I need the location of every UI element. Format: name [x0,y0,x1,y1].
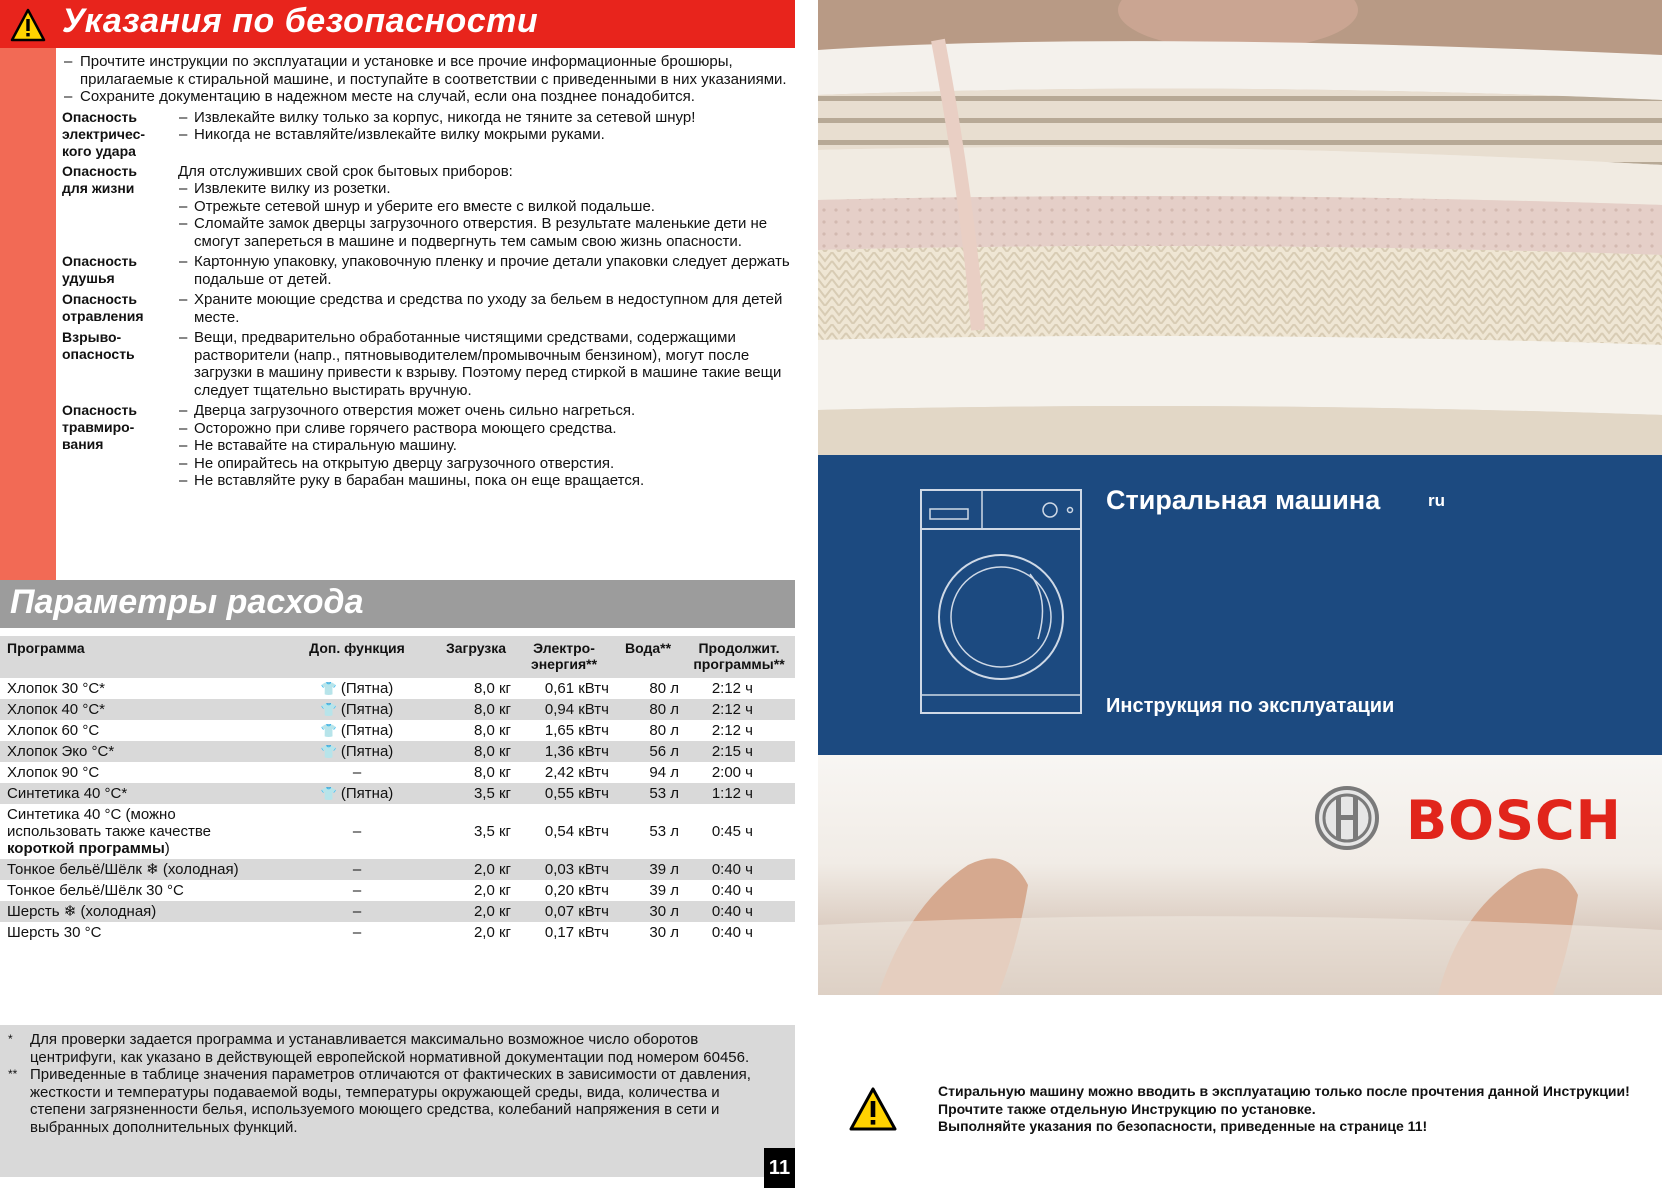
hazard-block [62,329,792,399]
table-header-row [0,636,795,678]
hazard-line [178,109,792,127]
table-row [0,922,795,943]
cell-energy: 0,55 кВтч [515,783,613,804]
program-name: Тонкое бельё/Шёлк 30 °C [7,882,184,899]
hazard-line-text: Храните моющие средства и средства по уходу за бельем в недоступном для детей месте. [194,291,783,326]
program-name: Шерсть 30 °C [7,924,102,941]
dash-bullet: – [179,472,188,489]
hazard-line-text: Сломайте замок дверцы загрузочного отверстия. В результате маленькие дети не смогут запереться в машине и подвергнуть тем самым свою жизнь опасности. [194,215,768,250]
safety-header [0,0,795,48]
cell-function [277,699,437,720]
cell-duration: 2:15 ч [683,741,795,762]
cell-duration: 0:40 ч [683,859,795,880]
dash-bullet: – [179,437,188,454]
cell-energy: 1,65 кВтч [544,722,609,739]
footnote-mark: ** [8,1067,18,1081]
bosch-armature-icon [1314,785,1380,851]
cell-duration: 0:45 ч [711,823,753,840]
dash-bullet: – [179,215,188,232]
dash-bullet: – [179,197,188,215]
cell-load: 8,0 кг [473,722,511,739]
warning-triangle-icon [848,1086,898,1132]
hazard-line-text: Осторожно при сливе горячего раствора моющего средства. [194,419,617,437]
notice-line: Прочтите также отдельную Инструкцию по установке. [938,1100,1316,1117]
hazard-block [62,291,792,326]
hazard-line [178,253,792,288]
cell-load: 8,0 кг [473,764,511,781]
safety-side-stripe [0,48,56,580]
hazard-line-text: Извлекайте вилку только за корпус, никогда не тяните за сетевой шнур! [194,108,696,126]
program-name: Синтетика 40 °C (можно использовать также качестве [7,806,212,840]
cell-energy: 0,61 кВтч [544,680,609,697]
hazard-list [62,109,792,490]
language-code: ru [1428,491,1445,510]
hazard-line-text: Отрежьте сетевой шнур и уберите его вместе с вилкой подальше. [194,197,655,215]
cell-function [277,901,437,922]
shirt-stain-icon: 👕 [320,786,337,801]
cell-program [0,762,277,783]
shirt-stain-icon: 👕 [320,723,337,738]
cell-water: 39 л [649,882,679,899]
hazard-block [62,109,792,160]
program-name: Синтетика 40 °C* [7,785,128,802]
manual-subtitle: Инструкция по эксплуатации [1106,695,1395,717]
cell-load: 3,5 кг [473,823,511,840]
notice-line: Выполняйте указания по безопасности, приведенные на странице 11! [938,1118,1428,1134]
startup-notice [848,1078,1648,1158]
function-text: (Пятна) [340,785,394,802]
cell-water: 53 л [649,823,679,840]
cell-load: 8,0 кг [473,680,511,697]
safety-body [62,53,792,490]
program-name: Шерсть ❄ (холодная) [7,903,157,920]
hazard-content [178,109,792,160]
bosch-logo [1314,785,1622,857]
hazard-line-text: Извлеките вилку из розетки. [194,180,391,197]
cell-program [0,901,277,922]
left-page [0,0,795,1190]
page-number: 11 [764,1148,795,1188]
intro-text: Сохраните документацию в надежном месте на случай, если она позднее понадобится. [80,88,695,105]
header-program: Программа [0,636,277,678]
dash-bullet: – [179,126,188,143]
cell-duration: 2:00 ч [711,764,753,781]
cell-water: 53 л [613,783,683,804]
hazard-line [178,215,792,250]
footnote-mark: * [8,1032,13,1046]
hazard-line [178,329,792,399]
cell-duration: 0:40 ч [711,924,753,941]
cell-function [277,922,437,943]
dash-bullet: – [179,108,188,126]
cell-program [0,804,277,859]
function-text: – [352,764,362,781]
cell-duration: 2:12 ч [683,699,795,720]
towel-stack-illustration [818,0,1662,455]
cell-program [0,922,277,943]
hazard-label: Опасность для жизни [62,162,137,196]
cell-water: 30 л [613,901,683,922]
cell-function [277,783,437,804]
table-row [0,720,795,741]
table-row [0,859,795,880]
cell-energy: 0,17 кВтч [544,924,609,941]
header-water: Вода** [613,636,683,678]
cell-water: 56 л [613,741,683,762]
dash-bullet: – [179,402,188,419]
table-row [0,901,795,922]
hazard-label: Взрыво- опасность [62,329,135,362]
hazard-line-text: Дверца загрузочного отверстия может очень сильно нагреться. [194,402,636,419]
cell-function [277,804,437,859]
cell-program [0,859,277,880]
cell-program [0,783,277,804]
cell-water: 80 л [613,699,683,720]
cell-water: 30 л [649,924,679,941]
laundry-stack-photo [818,0,1662,455]
shirt-stain-icon: 👕 [320,702,337,717]
hazard-label: Опасность электричес- кого удара [62,108,146,159]
program-name: Хлопок 60 °C [7,722,100,739]
cell-program [0,741,277,762]
washing-machine-icon [920,489,1082,714]
function-text: – [352,903,362,920]
footnote-text: Приведенные в таблице значения параметров отличаются от фактических в зависимости от давления, жесткости и температуры подаваемой воды, температуры окружающей среды, вида, количества и степени загрязненности белья, используемого моющего средства, колебаний напряжения в сети и выбранных дополнительных функций. [30,1066,751,1136]
dash-bullet: – [179,253,188,270]
cell-function [277,880,437,901]
safety-intro-list [62,53,792,106]
hazard-content [178,163,792,251]
cell-water: 80 л [649,680,679,697]
cell-duration: 1:12 ч [683,783,795,804]
cell-function [277,762,437,783]
hazard-line [178,455,792,473]
dash-bullet: – [179,291,188,308]
dash-bullet: – [179,329,188,346]
cell-function [277,720,437,741]
shirt-stain-icon: 👕 [320,744,337,759]
hazard-label: Опасность удушья [62,253,137,286]
cell-duration: 0:40 ч [711,882,753,899]
hazard-line [178,126,792,144]
hazard-line-text: Вещи, предварительно обработанные чистящими средствами, содержащими растворители (напр., пятновыводителем/промывочным бензином), могут после загрузки в машину привести к взрыву. Поэтому перед стиркой в машине такие вещи следует тщательно выстирать вручную. [194,329,782,399]
hazard-line [178,402,792,420]
hazard-line [178,472,792,490]
dash-bullet: – [64,53,73,70]
hazard-block [62,253,792,288]
program-name: Тонкое бельё/Шёлк ❄ (холодная) [7,861,239,878]
cell-program [0,880,277,901]
program-name-end: ) [164,840,170,857]
cell-energy: 1,36 кВтч [515,741,613,762]
consumption-title: Параметры расхода [10,583,364,621]
dash-bullet: – [179,419,188,437]
product-title: Стиральная машина [1106,485,1381,515]
dash-bullet: – [64,88,73,105]
hazard-line [178,420,792,438]
warning-triangle-icon [10,8,46,42]
cell-program [0,720,277,741]
notice-line: Стиральную машину можно вводить в эксплуатацию только после прочтения данной Инструкции! [938,1083,1630,1099]
intro-text: Прочтите инструкции по эксплуатации и установке и все прочие информационные брошюры, прилагаемые к стиральной машине, и поступайте в соответствии с приведенными в них указаниями. [80,53,787,88]
header-load: Загрузка [437,636,515,678]
table-row [0,880,795,901]
cell-energy: 0,20 кВтч [544,882,609,899]
cell-load: 3,5 кг [437,783,515,804]
cell-function [277,741,437,762]
function-text: – [352,861,362,878]
table-body [0,678,795,943]
hands-photo [818,755,1662,995]
hazard-line [178,180,792,198]
table-row [0,783,795,804]
cell-water: 80 л [649,722,679,739]
footnote [8,1031,763,1066]
right-page [818,0,1662,1190]
table-row [0,741,795,762]
cell-load: 2,0 кг [473,924,511,941]
cell-program [0,699,277,720]
hazard-content [178,253,792,288]
hazard-line-text: Картонную упаковку, упаковочную пленку и прочие детали упаковки следует держать подальше от детей. [194,253,790,288]
function-text: (Пятна) [340,680,394,697]
hazard-line-text: Не вставайте на стиральную машину. [194,437,457,454]
table-row [0,699,795,720]
safety-title: Указания по безопасности [62,2,539,40]
cell-load: 8,0 кг [437,699,515,720]
footnote-text: Для проверки задается программа и устанавливается максимально возможное число оборотов центрифуги, как указано в действующей европейской нормативной документации под номером 60456. [30,1031,750,1066]
function-text: (Пятна) [340,701,394,718]
program-name: Хлопок Эко °C* [7,743,115,760]
cell-load: 2,0 кг [437,901,515,922]
hazard-line [178,198,792,216]
cell-water: 39 л [613,859,683,880]
function-text: – [352,924,362,941]
function-text: – [352,823,362,840]
cell-load: 2,0 кг [473,882,511,899]
header-function: Доп. функция [277,636,437,678]
program-name: Хлопок 40 °C* [7,701,105,718]
hazard-line-text: Не опирайтесь на открытую дверцу загрузочного отверстия. [194,454,615,472]
cell-program [0,678,277,699]
cell-function [277,678,437,699]
cell-load: 2,0 кг [437,859,515,880]
cell-energy: 2,42 кВтч [544,764,609,781]
safety-intro-item [62,53,792,88]
cell-energy: 0,07 кВтч [515,901,613,922]
dash-bullet: – [179,180,188,197]
header-duration: Продолжит. программы** [683,636,795,678]
hazard-label: Опасность травмиро- вания [62,402,137,452]
hazard-content [178,291,792,326]
cell-duration: 2:12 ч [711,680,753,697]
hazard-content [178,329,792,399]
hazard-block [62,402,792,490]
consumption-table-wrap [0,636,795,943]
cell-energy: 0,03 кВтч [515,859,613,880]
cell-load: 8,0 кг [437,741,515,762]
hazard-block [62,163,792,251]
header-energy: Электро- энергия** [515,636,613,678]
table-row [0,678,795,699]
program-name: Хлопок 90 °C [7,764,100,781]
consumption-header [0,580,795,628]
hazard-lead: Для отслуживших свой срок бытовых приборов: [178,162,513,180]
program-name-bold: короткой программы [7,840,165,857]
bosch-wordmark: BOSCH [1406,789,1622,852]
cell-function [277,859,437,880]
hazard-line [178,437,792,455]
consumption-table [0,636,795,943]
function-text: (Пятна) [340,722,394,739]
cell-energy: 0,94 кВтч [515,699,613,720]
dash-bullet: – [179,454,188,472]
safety-intro-item [62,88,792,106]
footnote [8,1066,763,1136]
cover-blue-band [818,455,1662,755]
table-row [0,762,795,783]
cell-energy: 0,54 кВтч [544,823,609,840]
cell-water: 94 л [649,764,679,781]
hazard-content [178,402,792,490]
hazard-label: Опасность отравления [62,291,144,324]
function-text: – [352,882,362,899]
function-text: (Пятна) [340,743,394,760]
footnotes [0,1025,795,1177]
hazard-line [178,291,792,326]
cell-duration: 0:40 ч [683,901,795,922]
hazard-line-text: Никогда не вставляйте/извлекайте вилку мокрыми руками. [194,126,605,143]
table-row [0,804,795,859]
program-name: Хлопок 30 °C* [7,680,105,697]
shirt-stain-icon: 👕 [320,681,337,696]
hazard-line-text: Не вставляйте руку в барабан машины, пока он еще вращается. [194,472,645,489]
cell-duration: 2:12 ч [711,722,753,739]
notice-text [938,1083,1630,1136]
